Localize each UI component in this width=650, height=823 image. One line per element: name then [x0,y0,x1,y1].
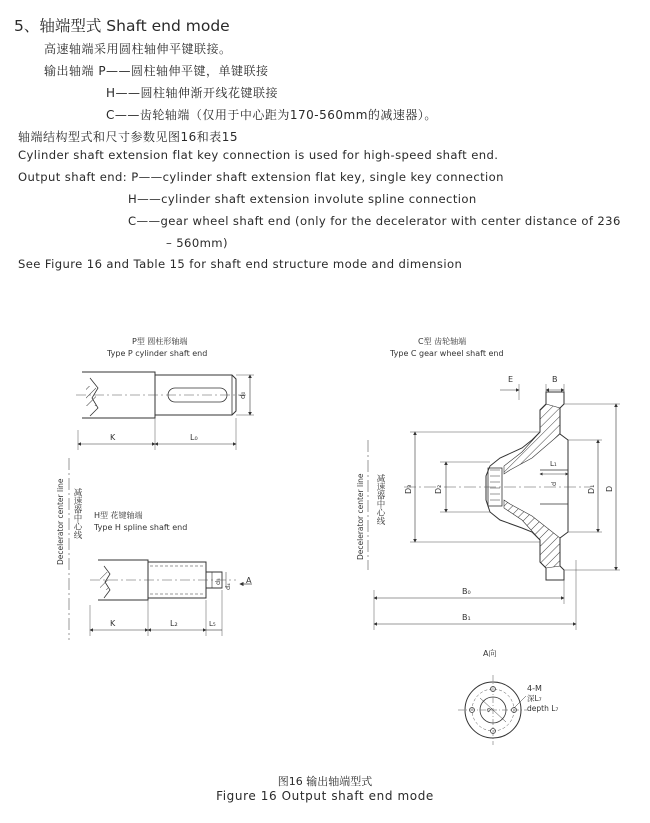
dim-b: B [552,375,558,384]
dim-d1: D₁ [587,484,596,494]
type-c-drawing [374,336,620,630]
dim-b1: B₁ [462,613,471,622]
figure-caption-cn: 图16 输出轴端型式 [277,775,373,788]
center-line-label-cn-left: 减速器中心线 [72,488,82,539]
center-line-label-en-left: Decelerator center line [56,478,65,565]
dim-d2: D₂ [434,484,443,494]
dim-e: E [508,375,514,384]
dim-d0: d₀ [239,391,247,399]
dim-l5: L₅ [209,620,216,628]
type-p-title-cn: P型 圆柱形轴端 [132,337,188,346]
view-a-drawing [458,648,558,745]
type-p-title-en: Type P cylinder shaft end [107,349,208,358]
view-a-dim-d: d [484,705,494,715]
type-h-drawing [90,510,252,636]
center-line-label-en-right: Decelerator center line [356,473,365,560]
output-shaft-h-en: H——cylinder shaft extension involute spline connection [128,192,477,206]
type-c-title-en: Type C gear wheel shaft end [390,349,504,358]
dim-d-small: d [550,481,558,486]
dim-d3: D₃ [404,484,413,494]
section-heading: 5、轴端型式 Shaft end mode [14,17,230,35]
view-a-marker: A [246,576,252,585]
dim-k-p: K [110,433,116,442]
reference-note-en: See Figure 16 and Table 15 for shaft end structure mode and dimension [18,257,463,271]
figure-caption-en: Figure 16 Output shaft end mode [216,789,434,803]
output-shaft-c-cn: C——齿轮轴端（仅用于中心距为170-560mm的减速器）。 [106,108,437,122]
dim-b0: B₀ [462,587,471,596]
type-p-drawing [76,336,254,450]
output-shaft-p-en: Output shaft end: P——cylinder shaft extension flat key, single key connection [18,170,504,184]
type-c-title-cn: C型 齿轮轴端 [418,337,467,346]
hole-depth-cn: 深L₇ [527,694,542,703]
high-speed-shaft-note-en: Cylinder shaft extension flat key connection is used for high-speed shaft end. [18,148,499,162]
hole-depth-en: depth L₇ [527,704,559,713]
output-shaft-c-en: C——gear wheel shaft end (only for the decelerator with center distance of 236 [128,214,621,228]
hole-count: 4-M [527,684,542,693]
dim-d: D [605,485,614,492]
dim-k-h: K [110,619,116,628]
dim-l1: L₁ [550,460,557,468]
high-speed-shaft-note-cn: 高速轴端采用圆柱轴伸平键联接。 [44,42,232,56]
output-shaft-h-cn: H——圆柱轴伸渐开线花键联接 [106,86,279,100]
view-a-title: A向 [483,649,497,658]
dim-l2: L₂ [170,619,178,628]
dim-l0: L₀ [190,433,198,442]
type-h-title-en: Type H spline shaft end [94,523,188,532]
dim-d4: d₄ [224,583,232,590]
center-line-label-cn-right: 减速器中心线 [375,474,385,525]
output-shaft-p-cn: 输出轴端 P——圆柱轴伸平键，单键联接 [44,64,269,78]
type-h-title-cn: H型 花键轴端 [94,511,143,520]
dim-d5: d₅ [214,578,222,585]
output-shaft-c-en-cont: – 560mm) [166,236,228,250]
reference-note-cn: 轴端结构型式和尺寸参数见图16和表15 [18,130,239,144]
